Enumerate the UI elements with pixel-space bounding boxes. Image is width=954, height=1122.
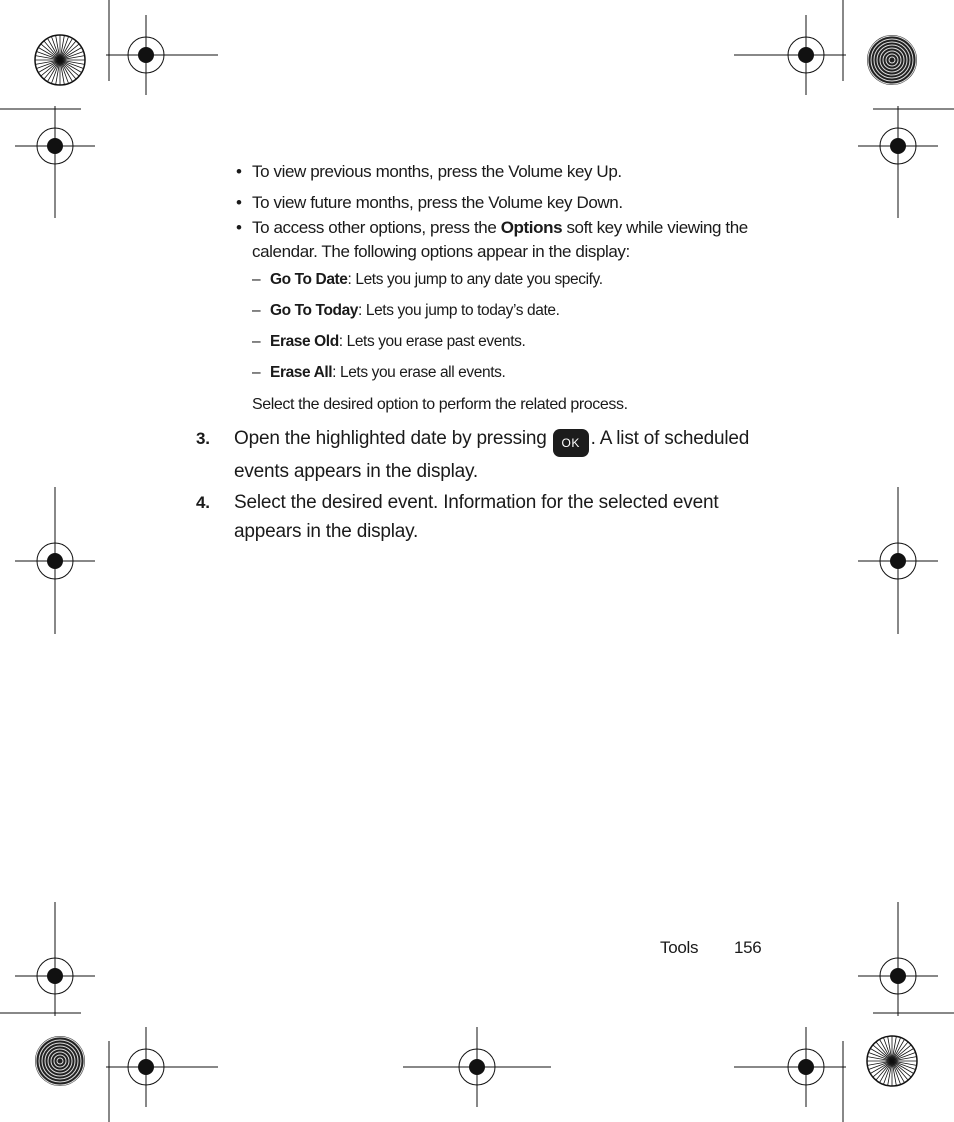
option-name: Go To Date — [270, 271, 348, 288]
registration-dot — [798, 47, 814, 63]
step-text: Select the desired event. Information for the selected event appears in the display. — [234, 492, 719, 542]
page-number: 156 — [734, 938, 762, 957]
registration-dot — [798, 1059, 814, 1075]
footer-section: Tools — [660, 938, 699, 957]
bullet-text: To view future months, press the Volume key Down. — [252, 193, 623, 212]
step-text: Open the highlighted date by pressing OK . A list of scheduled events appears in the display. — [234, 428, 750, 482]
option-name: Erase Old — [270, 333, 339, 350]
bullet-item: • To view previous months, press the Volume key Up. — [236, 162, 622, 181]
registration-dot — [47, 968, 63, 984]
registration-dot — [138, 1059, 154, 1075]
option-name: Go To Today — [270, 302, 359, 319]
option-desc: : Lets you erase past events. — [338, 333, 526, 350]
option-desc: : Lets you jump to today’s date. — [358, 302, 560, 319]
option-desc: : Lets you erase all events. — [332, 364, 506, 381]
registration-dot — [890, 138, 906, 154]
bullet-text: To view previous months, press the Volume key Up. — [252, 162, 622, 181]
options-key-label: Options — [500, 218, 563, 237]
option-desc: : Lets you jump to any date you specify. — [347, 271, 603, 288]
ok-key-icon: OK — [553, 429, 589, 457]
color-bar-ring-icon — [867, 35, 917, 85]
select-note: Select the desired option to perform the related process. — [252, 396, 628, 413]
bullet-text-pre: To access other options, press the — [252, 218, 501, 237]
registration-dot — [890, 968, 906, 984]
color-bar-ring-icon — [35, 1036, 85, 1086]
color-bar-star-icon — [867, 1036, 917, 1086]
option-name: Erase All — [270, 364, 333, 381]
color-bar-star-icon — [35, 35, 85, 85]
step-4 — [196, 488, 776, 546]
bullet-item: • To access other options, press the Options soft key while viewing the calendar. The following options appear in the display: — [236, 218, 748, 261]
bullet-list — [236, 160, 776, 416]
step-3 — [196, 424, 776, 486]
option-item-go-to-today: – Go To Today: Lets you jump to today’s date. — [252, 302, 560, 319]
registration-dot — [47, 138, 63, 154]
step-number: 3. — [196, 429, 210, 448]
bullet-item: • To view future months, press the Volume key Down. — [236, 193, 623, 212]
option-item-go-to-date: – Go To Date: Lets you jump to any date you specify. — [252, 271, 603, 288]
step-number: 4. — [196, 493, 210, 512]
option-item-erase-all: – Erase All: Lets you erase all events. — [252, 364, 506, 381]
registration-dot — [138, 47, 154, 63]
bullet-text-post: soft key while viewing the calendar. The following options appear in the display: — [252, 218, 748, 261]
option-item-erase-old: – Erase Old: Lets you erase past events. — [252, 333, 526, 350]
